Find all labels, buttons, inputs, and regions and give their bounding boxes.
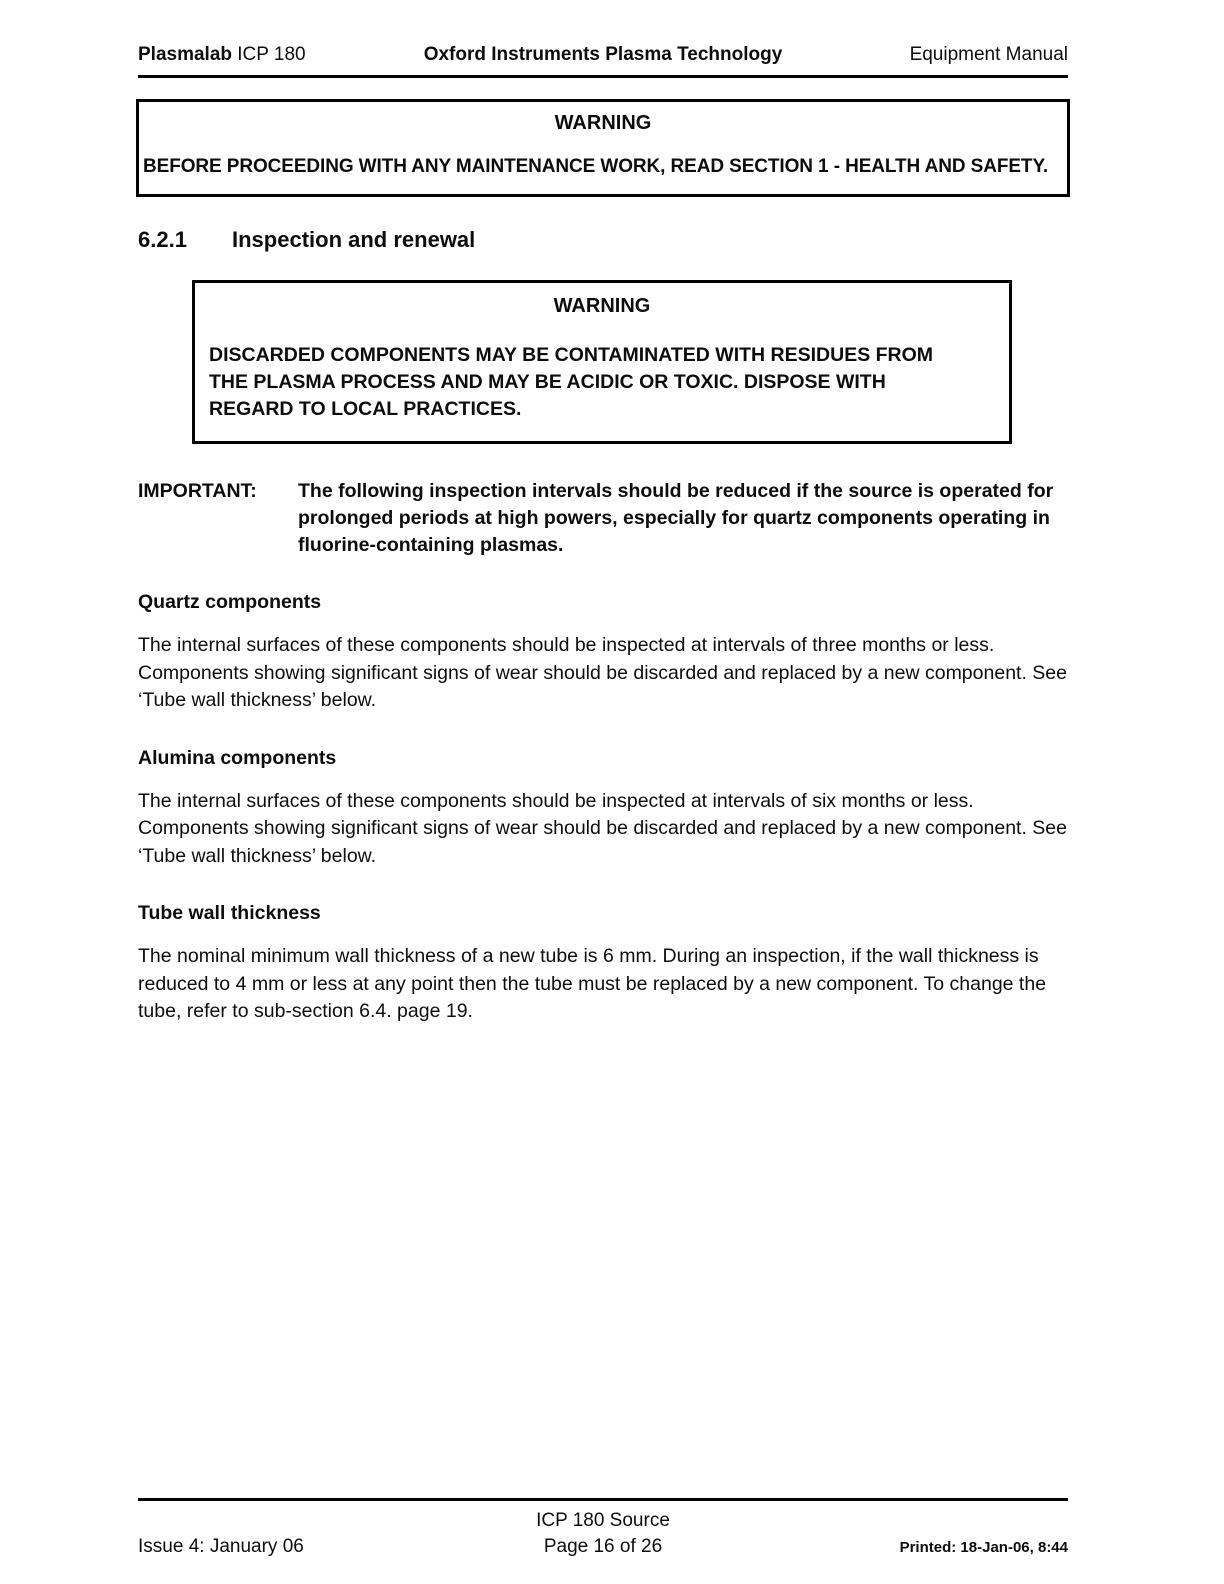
section-number: 6.2.1	[138, 227, 187, 252]
tube-wall-thickness-body: The nominal minimum wall thickness of a new tube is 6 mm. During an inspection, if the wall thickness is reduced to 4 mm or less at any point then the tube must be replaced by a new component. To change the tube, refer to sub-section 6.4. page 19.	[138, 945, 1047, 1022]
important-label: IMPORTANT:	[138, 480, 257, 502]
header-product-name: Plasmalab	[138, 44, 232, 65]
header-company: Oxford Instruments Plasma Technology	[423, 44, 783, 65]
header-doc-type: Equipment Manual	[909, 44, 1068, 65]
quartz-components-body: The internal surfaces of these components should be inspected at intervals of three months or less. Components showing significant signs of wear should be discarded and replaced by a new component. See ‘Tube wall thickness’ below.	[138, 634, 1067, 711]
footer-source-title: ICP 180 Source	[536, 1510, 670, 1531]
page-footer	[138, 1498, 1068, 1558]
section-heading	[138, 227, 1068, 253]
warning-title-maintenance: WARNING	[554, 112, 652, 134]
footer-page-number: Page 16 of 26	[543, 1536, 663, 1557]
footer-printed-timestamp: Printed: 18-Jan-06, 8:44	[899, 1539, 1068, 1556]
page-header	[138, 44, 1068, 66]
tube-wall-thickness-heading: Tube wall thickness	[138, 902, 321, 924]
alumina-components-body: The internal surfaces of these components should be inspected at intervals of six months or less. Components showing significant signs of wear should be discarded and replaced by a new component. See ‘Tube wall thickness’ below.	[138, 789, 1067, 867]
footer-issue: Issue 4: January 06	[138, 1536, 304, 1557]
section-alumina-components	[138, 747, 1068, 871]
header-product-model: ICP 180	[232, 44, 306, 65]
important-text: The following inspection intervals should be reduced if the source is operated for prolonged periods at high powers, especially for quartz components operating in fluorine-containing plasmas.	[298, 480, 1054, 556]
quartz-components-heading: Quartz components	[138, 591, 322, 613]
important-note	[138, 478, 1068, 559]
header-product	[138, 44, 424, 66]
warning-title-disposal: WARNING	[553, 295, 651, 317]
footer-row	[138, 1536, 1068, 1558]
section-quartz-components	[138, 591, 1068, 715]
warning-box-maintenance	[136, 99, 1070, 197]
page-content	[138, 0, 1068, 1026]
warning-box-disposal	[192, 280, 1012, 444]
section-tube-wall-thickness	[138, 902, 1068, 1026]
warning-body-maintenance: BEFORE PROCEEDING WITH ANY MAINTENANCE WORK, READ SECTION 1 - HEALTH AND SAFETY.	[143, 156, 1049, 177]
header-divider	[138, 75, 1068, 78]
alumina-components-heading: Alumina components	[138, 746, 337, 769]
section-title: Inspection and renewal	[232, 227, 476, 252]
warning-body-disposal: DISCARDED COMPONENTS MAY BE CONTAMINATED WITH RESIDUES FROM THE PLASMA PROCESS AND MAY BE ACIDIC OR TOXIC. DISPOSE WITH REGARD TO LOCAL PRACTICES.	[209, 344, 934, 420]
footer-divider	[138, 1498, 1068, 1501]
